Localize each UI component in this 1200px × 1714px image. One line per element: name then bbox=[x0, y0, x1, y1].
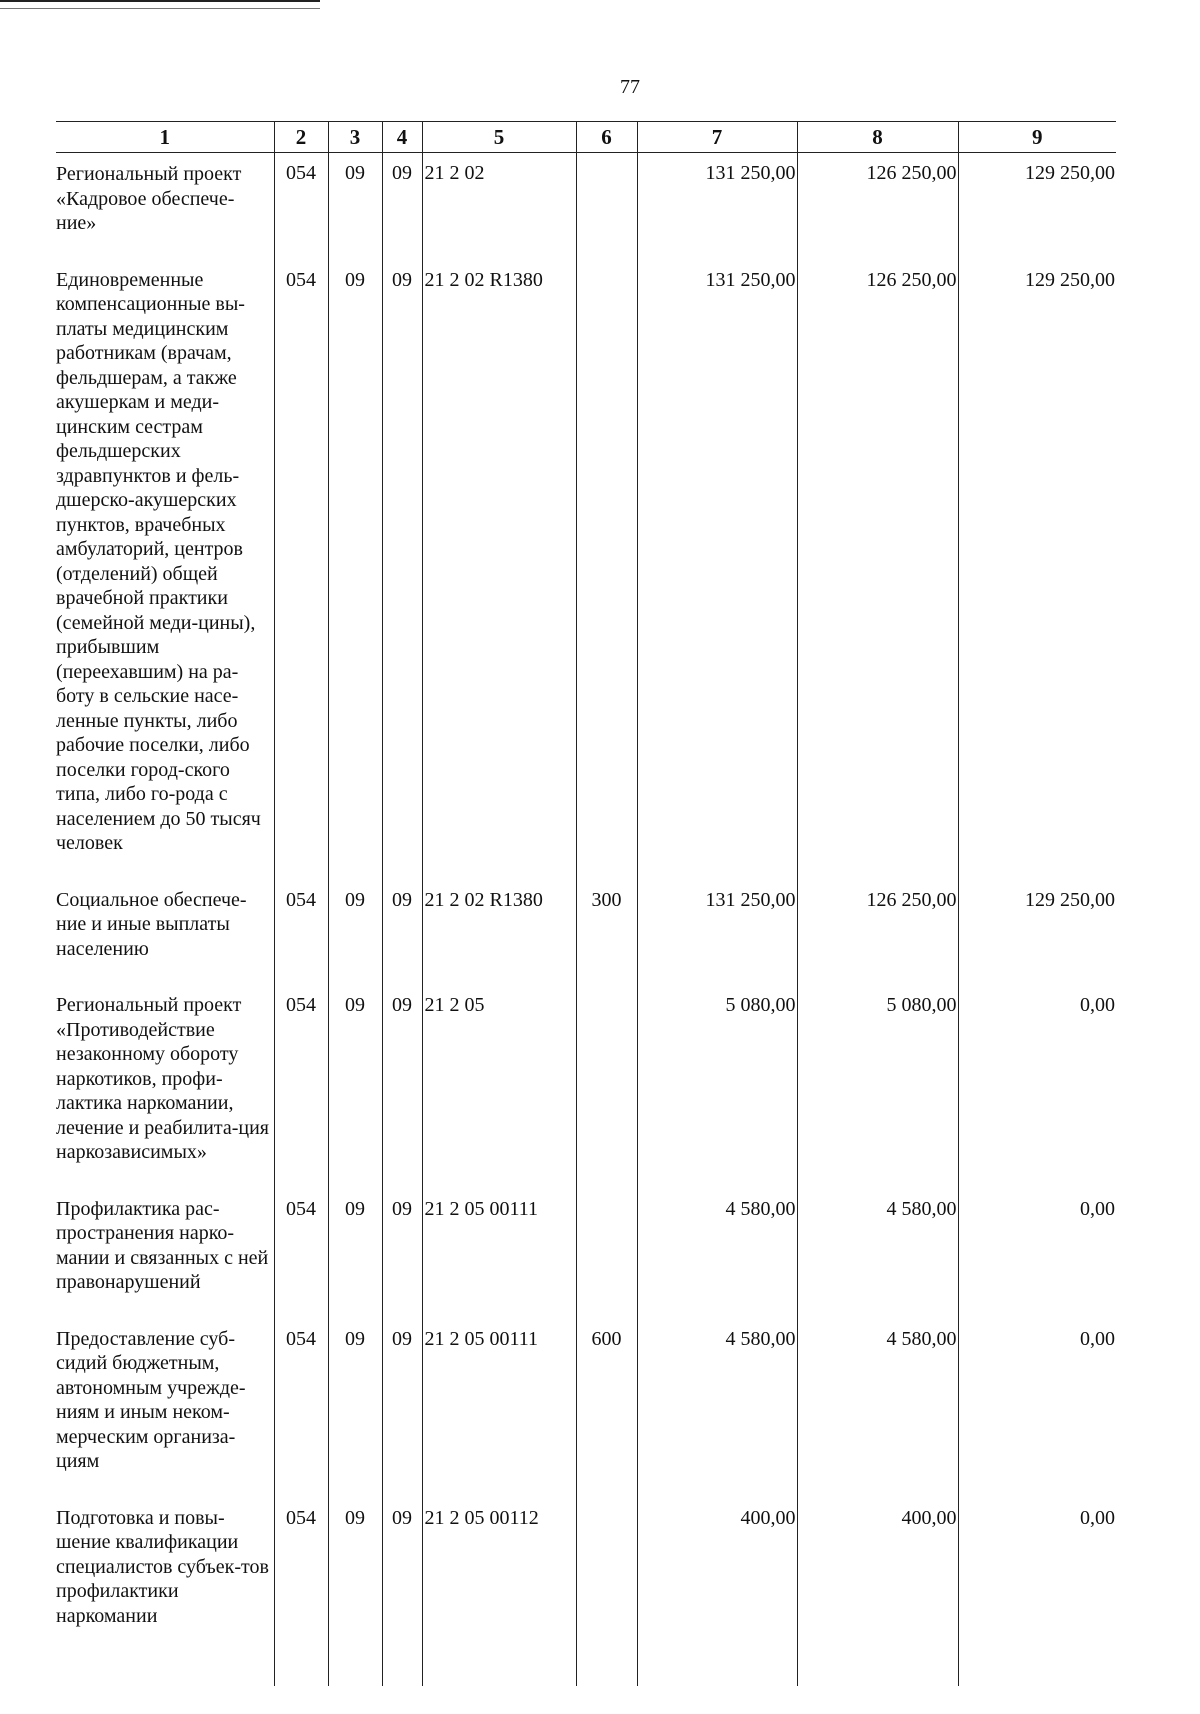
cell-col3: 09 bbox=[328, 260, 382, 880]
column-header: 1 bbox=[56, 122, 274, 153]
cell-col6 bbox=[576, 985, 637, 1189]
column-header: 8 bbox=[797, 122, 958, 153]
cell-col2: 054 bbox=[274, 985, 328, 1189]
cell-col8: 126 250,00 bbox=[797, 153, 958, 260]
row-name: Подготовка и повы-шение квалификации специалистов субъек-тов профилактики наркомании bbox=[56, 1506, 269, 1627]
cell-col9: 129 250,00 bbox=[958, 260, 1116, 880]
cell-col8: 126 250,00 bbox=[797, 260, 958, 880]
cell-col5: 21 2 02 R1380 bbox=[422, 260, 576, 880]
column-header: 3 bbox=[328, 122, 382, 153]
cell-col9: 129 250,00 bbox=[958, 153, 1116, 260]
cell-col4: 09 bbox=[382, 1319, 422, 1498]
row-name: Профилактика рас-пространения нарко-мании и связанных с ней правонарушений bbox=[56, 1197, 269, 1293]
cell-col6 bbox=[576, 1498, 637, 1686]
cell-col2: 054 bbox=[274, 153, 328, 260]
cell-col6 bbox=[576, 1189, 637, 1319]
cell-col8: 126 250,00 bbox=[797, 880, 958, 986]
cell-col6: 300 bbox=[576, 880, 637, 986]
column-header: 7 bbox=[637, 122, 797, 153]
cell-col5: 21 2 02 bbox=[422, 153, 576, 260]
cell-col3: 09 bbox=[328, 1189, 382, 1319]
cell-col4: 09 bbox=[382, 985, 422, 1189]
cell-col6: 600 bbox=[576, 1319, 637, 1498]
table-row bbox=[56, 1498, 1116, 1686]
cell-col2: 054 bbox=[274, 260, 328, 880]
cell-col9: 0,00 bbox=[958, 1189, 1116, 1319]
cell-col3: 09 bbox=[328, 880, 382, 986]
table-row bbox=[56, 1319, 1116, 1498]
cell-col9: 0,00 bbox=[958, 985, 1116, 1189]
cell-col9: 129 250,00 bbox=[958, 880, 1116, 986]
table-row bbox=[56, 153, 1116, 260]
cell-col6 bbox=[576, 153, 637, 260]
cell-col8: 5 080,00 bbox=[797, 985, 958, 1189]
cell-col4: 09 bbox=[382, 1498, 422, 1686]
row-name: Единовременные компенсационные вы-платы медицинским работникам (врачам, фельдшерам, а также акушеркам и меди-цинским сестрам фельдшерских здравпунктов и фель-дшерско-акушерских пунктов, врачебных амбулаторий, центров (отделений) общей врачебной практики (семейной меди-цины), прибывшим (переехавшим) на ра-боту в сельские насе-ленные пункты, либо рабочие поселки, либо поселки город-ского типа, либо го-рода с населением до 50 тысяч человек bbox=[56, 268, 261, 854]
cell-col3: 09 bbox=[328, 1498, 382, 1686]
cell-col4: 09 bbox=[382, 1189, 422, 1319]
cell-col4: 09 bbox=[382, 880, 422, 986]
cell-col3: 09 bbox=[328, 153, 382, 260]
scan-edge-line bbox=[0, 0, 320, 9]
row-name: Региональный проект «Противодействие незаконному обороту наркотиков, профи-лактика наркомании, лечение и реабилита-ция наркозависимых» bbox=[56, 994, 269, 1163]
row-name: Предоставление суб-сидий бюджетным, автономным учрежде-ниям и иным неком-мерческим организа-циям bbox=[56, 1327, 246, 1472]
cell-col7: 400,00 bbox=[637, 1498, 797, 1686]
cell-col5: 21 2 05 00111 bbox=[422, 1189, 576, 1319]
column-header: 6 bbox=[576, 122, 637, 153]
cell-col2: 054 bbox=[274, 880, 328, 986]
cell-col7: 131 250,00 bbox=[637, 153, 797, 260]
cell-col5: 21 2 05 bbox=[422, 985, 576, 1189]
cell-col8: 4 580,00 bbox=[797, 1319, 958, 1498]
cell-col8: 4 580,00 bbox=[797, 1189, 958, 1319]
table-header-row bbox=[56, 122, 1116, 153]
table-row bbox=[56, 1189, 1116, 1319]
column-header: 9 bbox=[958, 122, 1116, 153]
cell-col5: 21 2 05 00111 bbox=[422, 1319, 576, 1498]
cell-col2: 054 bbox=[274, 1319, 328, 1498]
row-name: Социальное обеспече-ние и иные выплаты населению bbox=[56, 888, 247, 960]
cell-col3: 09 bbox=[328, 985, 382, 1189]
budget-table bbox=[56, 121, 1116, 1686]
column-header: 4 bbox=[382, 122, 422, 153]
table-row bbox=[56, 260, 1116, 880]
cell-col9: 0,00 bbox=[958, 1319, 1116, 1498]
table-row bbox=[56, 880, 1116, 986]
cell-col7: 131 250,00 bbox=[637, 260, 797, 880]
column-header: 2 bbox=[274, 122, 328, 153]
cell-col7: 4 580,00 bbox=[637, 1319, 797, 1498]
page-number: 77 bbox=[620, 76, 640, 98]
cell-col4: 09 bbox=[382, 153, 422, 260]
cell-col6 bbox=[576, 260, 637, 880]
cell-col5: 21 2 02 R1380 bbox=[422, 880, 576, 986]
cell-col4: 09 bbox=[382, 260, 422, 880]
cell-col7: 131 250,00 bbox=[637, 880, 797, 986]
row-name: Региональный проект «Кадровое обеспече-ние» bbox=[56, 163, 242, 234]
cell-col8: 400,00 bbox=[797, 1498, 958, 1686]
cell-col2: 054 bbox=[274, 1498, 328, 1686]
table-row bbox=[56, 985, 1116, 1189]
cell-col3: 09 bbox=[328, 1319, 382, 1498]
cell-col7: 5 080,00 bbox=[637, 985, 797, 1189]
cell-col7: 4 580,00 bbox=[637, 1189, 797, 1319]
column-header: 5 bbox=[422, 122, 576, 153]
cell-col5: 21 2 05 00112 bbox=[422, 1498, 576, 1686]
cell-col9: 0,00 bbox=[958, 1498, 1116, 1686]
cell-col2: 054 bbox=[274, 1189, 328, 1319]
